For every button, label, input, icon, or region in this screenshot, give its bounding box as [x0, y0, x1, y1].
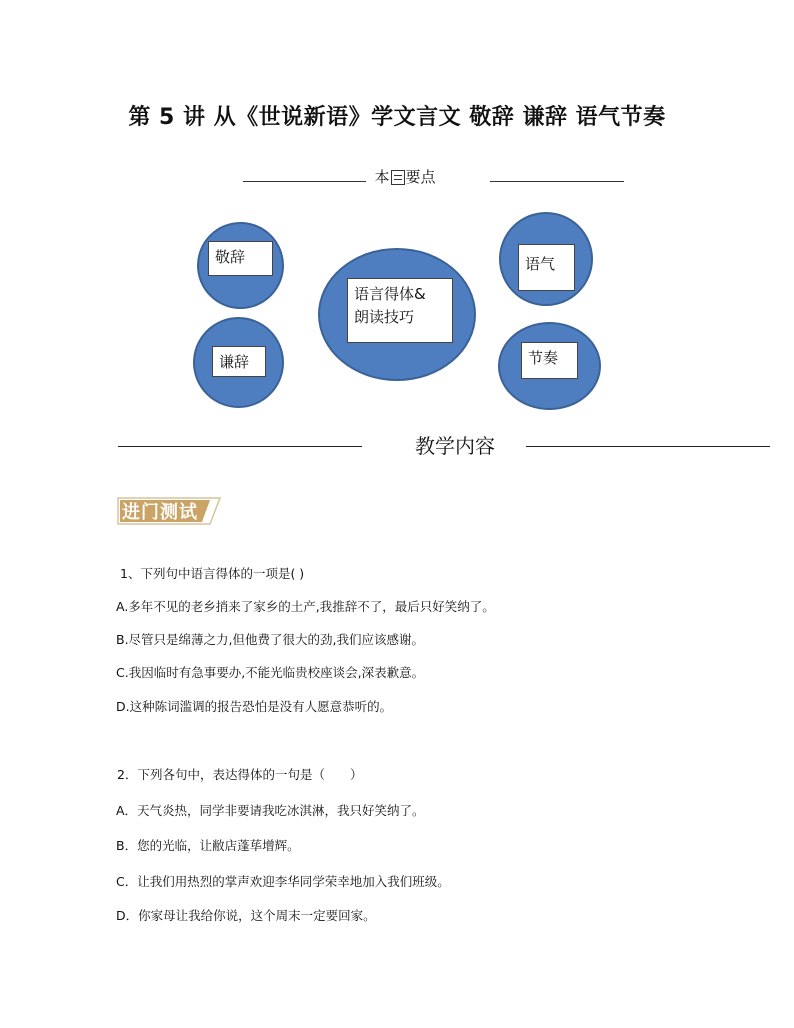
- node-yuqi: [518, 244, 575, 291]
- key-points-label-end: 要点: [405, 168, 436, 186]
- node-label: 谦辞: [219, 353, 250, 371]
- node-label: 朗读技巧: [354, 308, 415, 327]
- question-option: D.这种陈词滥调的报告恐怕是没有人愿意恭听的。: [116, 699, 393, 714]
- key-points-label: [360, 166, 450, 187]
- section-divider-right: [526, 446, 770, 447]
- key-points-label-start: 本: [374, 168, 390, 186]
- question-option: A．天气炎热，同学非要请我吃冰淇淋，我只好笑纳了。: [116, 803, 425, 818]
- badge-label: 进门测试: [122, 502, 198, 523]
- divider-left: [243, 181, 366, 182]
- node-label: 语气: [525, 255, 556, 273]
- node-jingci: [208, 241, 273, 276]
- question-option: B．您的光临，让敝店蓬荜增辉。: [116, 838, 300, 853]
- node-label: 节奏: [528, 349, 559, 367]
- list-icon: [391, 170, 405, 185]
- question-option: B.尽管只是绵薄之力,但他费了很大的劲,我们应该感谢。: [116, 632, 424, 647]
- divider-right: [490, 181, 624, 182]
- question-stem: 1、下列句中语言得体的一项是( ): [120, 566, 305, 581]
- node-center: [347, 278, 453, 343]
- question-option: C．让我们用热烈的掌声欢迎李华同学荣幸地加入我们班级。: [116, 874, 450, 889]
- question-option: C.我因临时有急事要办,不能光临贵校座谈会,深表歉意。: [116, 665, 425, 680]
- page-title: 第 5 讲 从《世说新语》学文言文 敬辞 谦辞 语气节奏: [128, 105, 666, 130]
- question-stem: 2．下列各句中，表达得体的一句是（ ）: [117, 767, 363, 782]
- question-option: A.多年不见的老乡捎来了家乡的土产,我推辞不了，最后只好笑纳了。: [116, 599, 495, 614]
- node-label: 敬辞: [215, 248, 246, 266]
- question-option: D．你家母让我给你说，这个周末一定要回家。: [116, 908, 376, 923]
- section-divider-left: [118, 446, 362, 447]
- node-label: 语言得体&: [354, 285, 426, 303]
- node-qianci: [212, 346, 266, 377]
- node-jiezou: [521, 342, 578, 379]
- section-title: 教学内容: [415, 434, 495, 458]
- entry-test-badge: [116, 496, 224, 526]
